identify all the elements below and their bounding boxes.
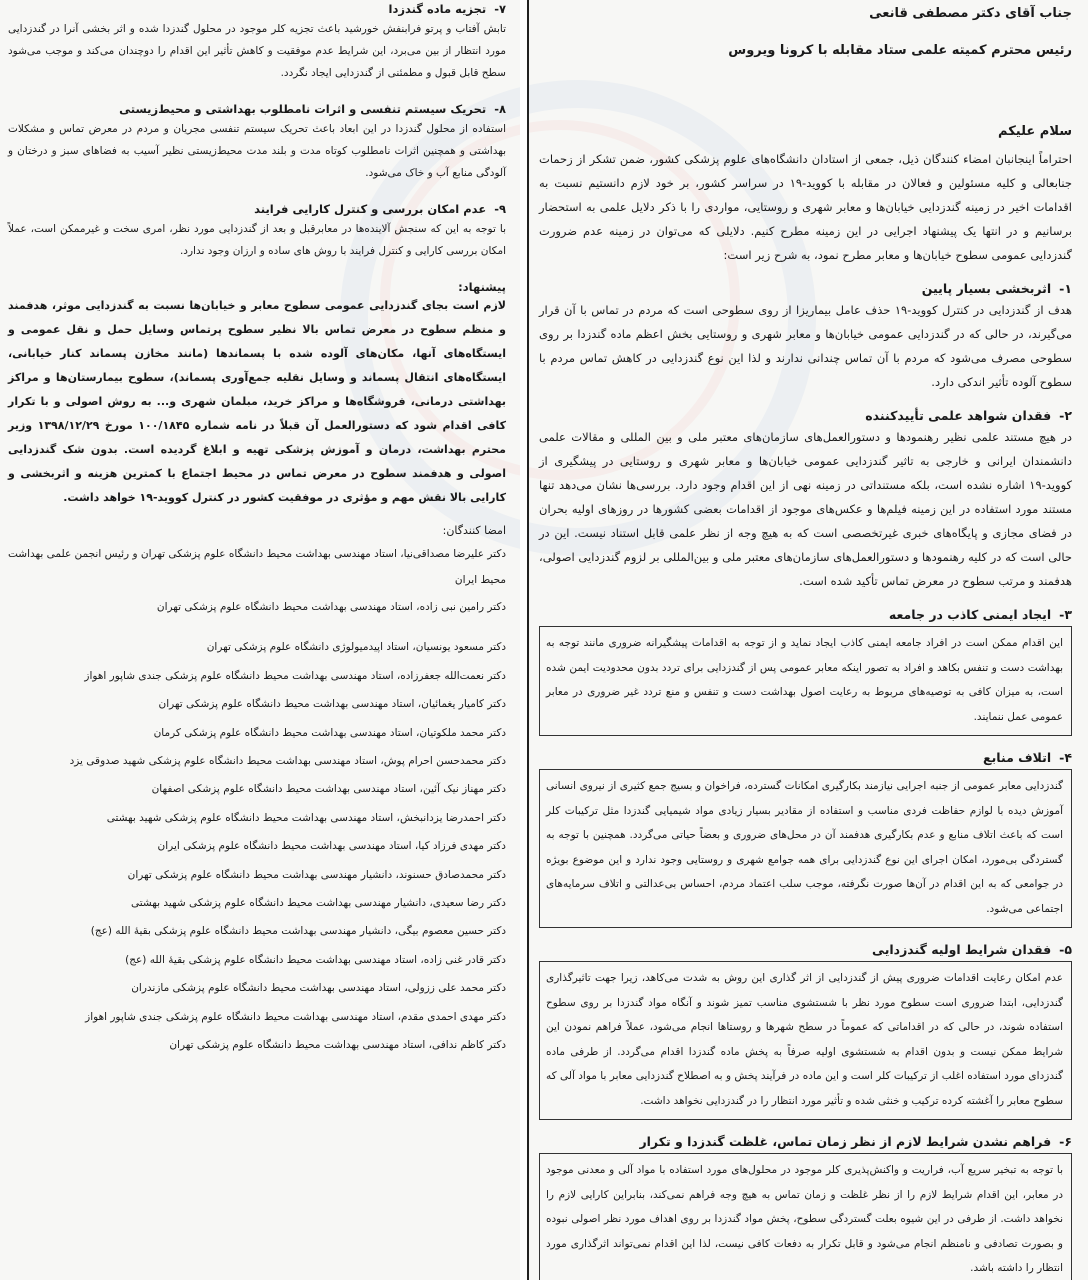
section-title: ۳-ایجاد ایمنی کاذب در جامعه <box>888 607 1072 622</box>
section-body: تابش آفتاب و پرتو فرابنفش خورشید باعث تجزیه کلر موجود در محلول گندزدا شده و اثر بخشی آنرا در گندزدایی مورد انتظار از بین می‌برد، این شرایط عدم موفقیت و کاهش تأثیر این اقدام را دوچندان می‌کند و موجب می‌شود سطح قابل قبول و مطمئنی از گندزدایی ایجاد نگردد. <box>8 23 506 79</box>
signer: دکتر احمدرضا یزدانبخش، استاد مهندسی بهداشت محیط دانشگاه علوم پزشکی شهید بهشتی <box>106 811 506 824</box>
section-4 <box>539 750 1072 928</box>
signer: دکتر کامیار یغمائیان، استاد مهندسی بهداشت محیط دانشگاه علوم پزشکی تهران <box>158 698 506 711</box>
section-body: با توجه به این که سنجش آلاینده‌ها در معابرقبل و بعد از گندزدایی مورد نظر، امری سخت و غیرممکن است، عملاً امکان بررسی کارایی و کنترل فرایند با روش های ساده و ارزان وجود ندارد. <box>8 223 506 257</box>
signer: دکتر مسعود یونسیان، استاد اپیدمیولوژی دانشگاه علوم پزشکی تهران <box>206 641 506 654</box>
proposal-heading: پیشنهاد: <box>458 280 506 294</box>
section-title: ۹-عدم امکان بررسی و کنترل کارایی فرایند <box>254 202 506 216</box>
section-body: هدف از گندزدایی در کنترل کووید-۱۹ حذف عامل بیماریزا از روی سطوحی است که مردم در تماس با آن قرار می‌گیرند، در حالی که در گندزدایی عمومی خیابان‌ها و معابر شهری و روستایی بخش اعظم ماده گندزدا بر روی سطوحی مصرف می‌شود که مردم با آن تماس چندانی ندارند و لذا این نوع گندزدایی در کاهش تماس مردم با سطوح آلوده تأثیر اندکی دارد. <box>539 303 1072 389</box>
section-body: استفاده از محلول گندزدا در این ابعاد باعث تحریک سیستم تنفسی مجریان و مردم در معرض تماس و مشکلات بهداشتی و همچنین اثرات نامطلوب کوتاه مدت و بلند مدت محیط‌زیستی نظیر آسیب به فضاهای سبز و درختان و آلودگی منابع آب و خاک می‌شود. <box>8 123 506 179</box>
section-body-box <box>539 961 1072 1120</box>
section-3 <box>539 607 1072 736</box>
spacer <box>8 621 506 633</box>
addressee-title: رئیس محترم کمیته علمی ستاد مقابله با کرونا ویروس <box>728 43 1072 58</box>
signer: دکتر مهدی فرزاد کیا، استاد مهندسی بهداشت محیط دانشگاه علوم پزشکی ایران <box>157 840 506 853</box>
section-body-box <box>539 626 1072 736</box>
signer: دکتر مهناز نیک آئین، استاد مهندسی بهداشت محیط دانشگاه علوم پزشکی اصفهان <box>151 783 506 796</box>
section-title: ۵-فقدان شرایط اولیه گندزدایی <box>872 942 1072 957</box>
section-7 <box>8 2 506 84</box>
signer: دکتر حسین معصوم بیگی، دانشیار مهندسی بهداشت محیط دانشگاه علوم پزشکی بقیهٔ الله (عج) <box>90 925 506 938</box>
signer: دکتر محمدصادق حسنوند، دانشیار مهندسی بهداشت محیط دانشگاه علوم پزشکی تهران <box>127 868 506 881</box>
signers-heading: امضا کنندگان: <box>442 524 506 537</box>
section-body: این اقدام ممکن است در افراد جامعه ایمنی کاذب ایجاد نماید و از توجه به اقدامات پیشگیرانه ضروری مانند توجه به بهداشت دست و تنفس بکاهد و افراد به تصور اینکه معابر عمومی پس از گندزدایی برای تردد بدون محدودیت ایمن شده است، به میزان کافی به توصیه‌های مربوط به رعایت اصول بهداشت دست و تنفس و منع تردد غیر ضروری در معابر عمومی عمل ننمایند. <box>546 637 1063 723</box>
section-body: عدم امکان رعایت اقدامات ضروری پیش از گندزدایی از اثر گذاری این روش به شدت می‌کاهد، زیرا جهت تاثیرگذاری گندزدایی، ابتدا ضروری است سطوح مورد نظر با شستشوی مناسب تمیز شوند و آنگاه مواد گندزدا بر روی سطوح استفاده شوند، در حالی که در اقداماتی که عموماً در سطح شهرها و روستاها انجام می‌شود، عملاً فراهم نمودن این شرایط ممکن نیست و بدون اقدام به شستشوی اولیه صرفاً به پخش ماده گندزدا اقدام می‌گردد. از طرفی ماده گندزدای مورد استفاده اغلب از ترکیبات کلر است و این ماده در فرآیند پخش و به اصطلاح گندزدایی معابر با مواد آلی که سطوح معابر را آغشته کرده ترکیب و خنثی شده و تأثیر مورد انتظار را در گندزدایی نخواهد داشت. <box>546 972 1063 1107</box>
section-body: با توجه به تبخیر سریع آب، فراریت و واکنش‌پذیری کلر موجود در محلول‌های مورد استفاده با مواد آلی و معدنی موجود در معابر، این اقدام شرایط لازم را از نظر غلظت و زمان تماس به هیچ وجه فراهم نمی‌کند، بنابراین کارایی لازم را نخواهد داشت. از طرفی در این شیوه بعلت گستردگی سطوح، پخش مواد گندزدا بر روی اهداف مورد نظر اصولی نبوده و بصورت تصادفی و نامنظم انجام می‌شود و قابل تکرار به دفعات کافی نیست، لذا این اقدام نمی‌تواند اثرگذاری مورد انتظار را داشته باشد. <box>546 1164 1063 1274</box>
section-body: گندزدایی معابر عمومی از جنبه اجرایی نیازمند بکارگیری امکانات گسترده، فراخوان و بسیج جمع کثیری از نیروی انسانی آموزش دیده با لوازم حفاظت فردی مناسب و استفاده از مقادیر بسیار زیادی مواد شیمیایی گندزدا مثل ترکیبات کلر است که باعث اتلاف منابع و عدم بکارگیری هدفمند آن در محل‌های ضروری و بعضاً حیاتی می‌گردد. همچنین با توجه به گستردگی بی‌مورد، امکان اجرای این نوع گندزدایی برای همه جوامع شهری و روستایی وجود ندارد و این موضوع بویژه در جوامعی که به این اقدام در آن‌ها صورت نگرفته، موجب سلب اعتماد مردم، احساس بی‌عدالتی و اتلاف سرمایه‌های اجتماعی می‌شود. <box>546 780 1063 915</box>
signer: دکتر محمد ملکوتیان، استاد مهندسی بهداشت محیط دانشگاه علوم پزشکی کرمان <box>153 726 506 739</box>
signer: دکتر علیرضا مصداقی‌نیا، استاد مهندسی بهداشت محیط دانشگاه علوم پزشکی تهران و رئیس انجمن علمی بهداشت محیط ایران <box>8 548 506 586</box>
greeting: سلام علیکم <box>998 124 1072 139</box>
signer: دکتر نعمت‌الله جعفرزاده، استاد مهندسی بهداشت محیط دانشگاه علوم پزشکی جندی شاپور اهواز <box>84 669 506 682</box>
addressee-name: جناب آقای دکتر مصطفی قانعی <box>869 6 1072 21</box>
section-9 <box>8 202 506 262</box>
section-title: ۷-تجزیه ماده گندزدا <box>388 2 506 16</box>
section-title: ۲-فقدان شواهد علمی تأییدکننده <box>865 408 1072 423</box>
section-5 <box>539 942 1072 1120</box>
section-body-box <box>539 769 1072 928</box>
signer: دکتر محمدحسن احرام پوش، استاد مهندسی بهداشت محیط دانشگاه علوم پزشکی شهید صدوقی یزد <box>69 755 506 768</box>
proposal-body: لازم است بجای گندزدایی عمومی سطوح معابر و خیابان‌ها نسبت به گندزدایی موثر، هدفمند و منظم سطوح در معرض تماس بالا نظیر سطوح پرتماس وسایل حمل و نقل عمومی و ایستگاه‌های آنها، مکان‌های آلوده شده با پسماندها (مانند مخازن پسماند کنار خیابانی، ایستگاه‌های انتقال پسماند و وسایل نقلیه جمع‌آوری پسماند)، سطوح بیمارستان‌ها و مراکز بهداشتی درمانی، فروشگاه‌ها و مراکز خرید، مبلمان شهری و... به روش اصولی و با تکرار کافی اقدام شود که دستورالعمل آن قبلاً در نامه شماره ۱۰۰/۱۸۴۵ مورخ ۱۳۹۸/۱۲/۲۹ وزیر محترم بهداشت، درمان و آموزش پزشکی تهیه و ابلاغ گردیده است. بدون شک گندزدایی اصولی و هدفمند سطوح در معرض تماس در محیط اجتماع با کمترین هزینه و اثربخشی و کارایی بالا نقش مهم و مؤثری در موفقیت کشور در کنترل کووید-۱۹ خواهد داشت. <box>8 299 506 504</box>
section-title: ۸-تحریک سیستم تنفسی و اثرات نامطلوب بهداشتی و محیط‌زیستی <box>119 102 506 116</box>
right-column <box>527 0 1088 1280</box>
section-title: ۱-اثربخشی بسیار پایین <box>921 281 1072 296</box>
signer: دکتر قادر غنی زاده، استاد مهندسی بهداشت محیط دانشگاه علوم پزشکی بقیهٔ الله (عج) <box>125 953 506 966</box>
signer: دکتر کاظم ندافی، استاد مهندسی بهداشت محیط دانشگاه علوم پزشکی تهران <box>169 1039 506 1052</box>
intro-paragraph: احتراماً اینجانبان امضاء کنندگان ذیل، جمعی از استادان دانشگاه‌های علوم پزشکی کشور، ضمن تشکر از زحمات جنابعالی و کلیه مسئولین و فعالان در مقابله با کووید-۱۹ در سراسر کشور، بر خود لازم دانستیم نسبت به اقدامات اخیر در زمینه گندزدایی خیابان‌ها و معابر شهری و روستایی، مواردی را با ذکر دلایل علمی به استحضار برسانیم و در انتها یک پیشنهاد اجرایی در این زمینه مطرح کنیم. دلایلی که می‌توان در زمینه عدم ضرورت گندزدایی عمومی سطوح خیابان‌ها و معابر مطرح نمود، به شرح زیر است: <box>539 152 1072 262</box>
section-body-box <box>539 1153 1072 1280</box>
signer: دکتر مهدی احمدی مقدم، استاد مهندسی بهداشت محیط دانشگاه علوم پزشکی جندی شاپور اهواز <box>85 1010 506 1023</box>
column-divider <box>520 0 527 1280</box>
section-8 <box>8 102 506 184</box>
section-title: ۶-فراهم نشدن شرایط لازم از نظر زمان تماس، غلظت گندزدا و تکرار <box>639 1134 1072 1149</box>
section-title: ۴-اتلاف منابع <box>983 750 1072 765</box>
section-body: در هیچ مستند علمی نظیر رهنمودها و دستورالعمل‌های سازمان‌های معتبر ملی و بین المللی و مقالات علمی دانشمندان ایرانی و خارجی به تاثیر گندزدایی عمومی خیابان‌ها و معابر شهری و روستایی در پیشگیری از کووید-۱۹ اشاره نشده است، بلکه مستنداتی در زمینه نهی از این اقدام وجود دارد. بررسی‌ها نشان می‌دهد تنها مستند مورد استفاده در این زمینه فیلم‌ها و عکس‌های موجود از اقدامات بعضی کشورها در روزهای اولیه بحران در فضای مجازی و پایگاه‌های خبری غیرتخصصی است که به هیچ وجه از نظر علمی قابل استناد نیست. این در حالی است که در کلیه رهنمودها و دستورالعمل‌های سازمان‌های معتبر ملی و بین‌المللی بر لزوم گندزدایی اصولی، هدفمند و مرتب سطوح در معرض تماس تأکید شده است. <box>539 430 1072 588</box>
section-2 <box>539 408 1072 593</box>
signer: دکتر محمد علی ززولی، استاد مهندسی بهداشت محیط دانشگاه علوم پزشکی مازندران <box>131 982 506 995</box>
left-column <box>0 0 520 1280</box>
signer: دکتر رامین نبی زاده، استاد مهندسی بهداشت محیط دانشگاه علوم پزشکی تهران <box>156 601 506 613</box>
section-6 <box>539 1134 1072 1280</box>
section-1 <box>539 281 1072 394</box>
signer: دکتر رضا سعیدی، دانشیار مهندسی بهداشت محیط دانشگاه علوم پزشکی شهید بهشتی <box>130 897 506 910</box>
